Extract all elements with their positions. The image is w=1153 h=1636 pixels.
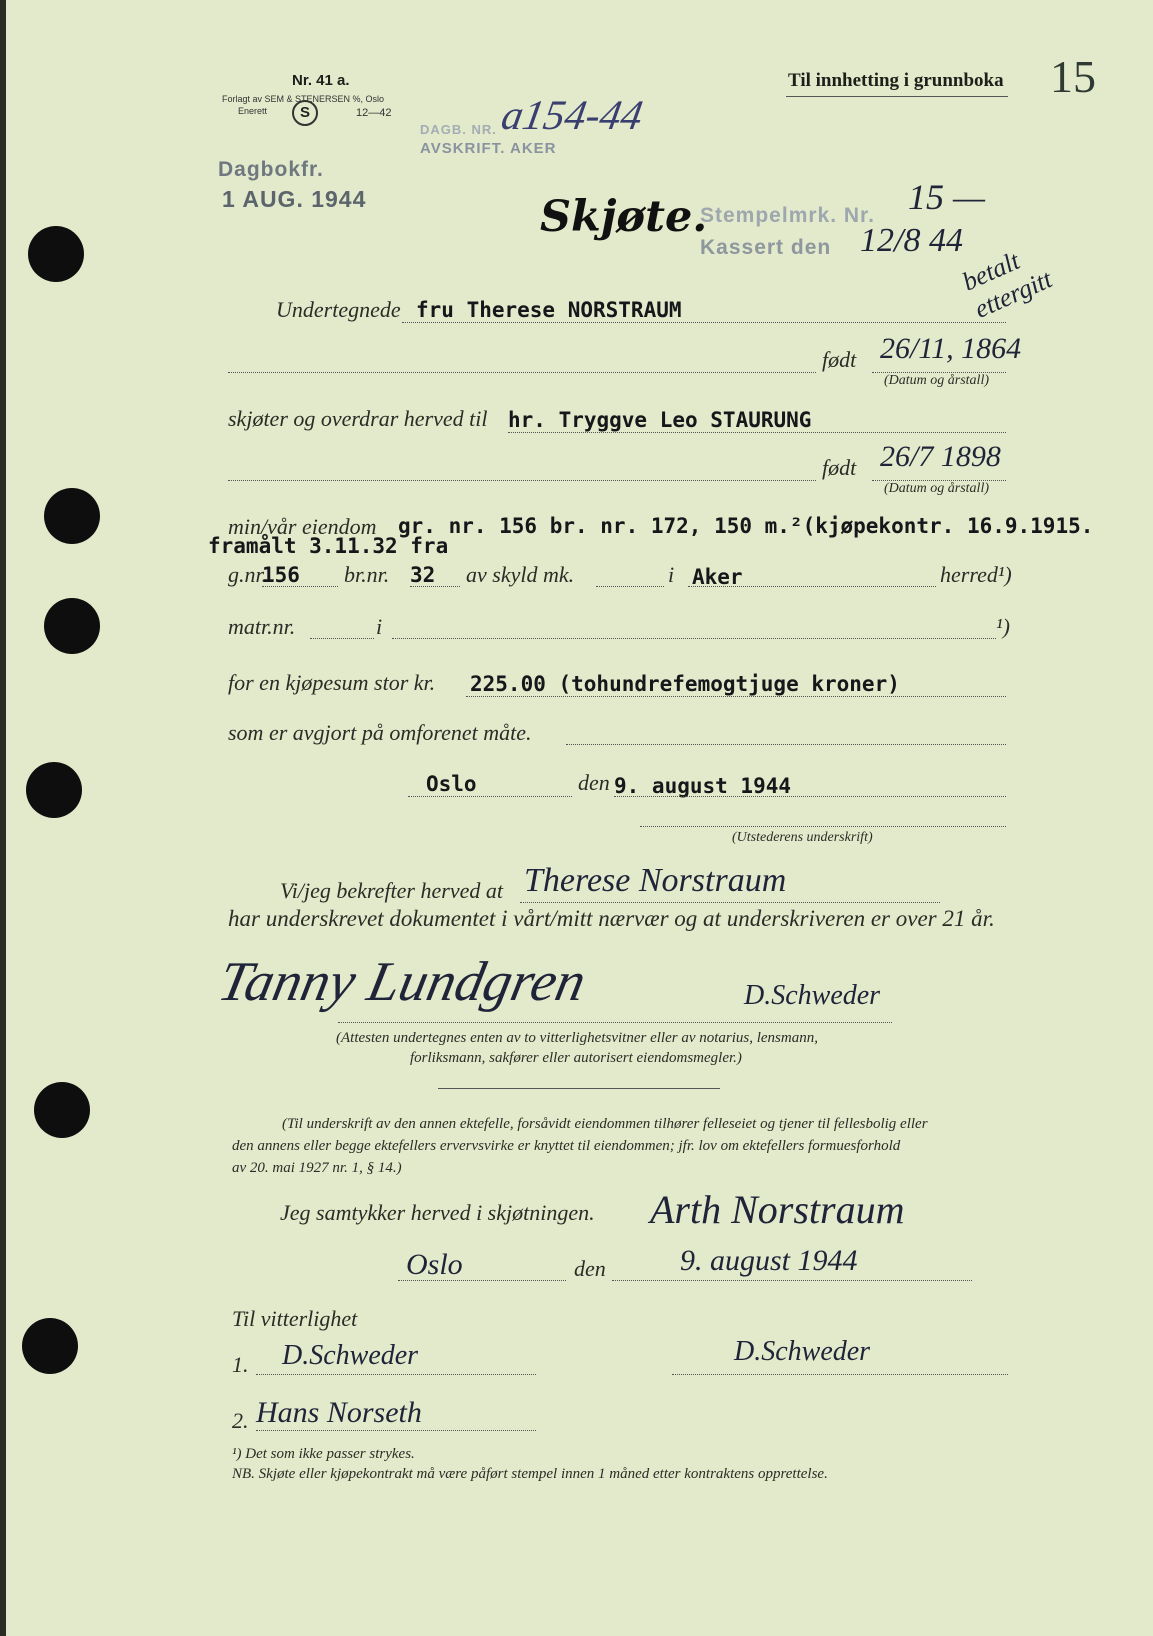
spouse-place-line [398,1280,566,1281]
place-line [408,796,572,797]
publisher-enerett: Enerett [238,106,268,116]
stempel-number-handwritten: 15 — [908,177,986,217]
buyer-born-value: 26/7 1898 [880,440,1001,473]
matr-label: matr.nr. [228,614,296,639]
document-title: Skjøte. [540,192,708,242]
buyer-born-hint: (Datum og årstall) [884,481,989,496]
avskrift-stamp: AVSKRIFT. AKER [420,140,557,157]
dagbok-date-stamp: 1 AUG. 1944 [222,186,367,212]
buyer-name: hr. Tryggve Leo STAURUNG [508,408,812,432]
municipality-value: Aker [692,565,743,589]
herred-label: herred¹) [940,562,1012,587]
issuer-caption: (Utstederens underskrift) [732,830,873,845]
dagbok-nr-stamp: DAGB. NR. [420,122,497,137]
price-settled-line [566,744,1006,745]
kassert-label-stamp: Kassert den [700,236,832,259]
vitterlighet-signature-1-right: D.Schweder [734,1336,871,1367]
vitterlighet-line-1-right [672,1374,1008,1375]
price-line [466,696,1006,697]
spouse-den: den [574,1256,606,1281]
gnr-label: g.nr. [228,562,268,587]
seller-label: Undertegnede [276,297,401,322]
footnote-1: ¹) Det som ikke passer strykes. [232,1446,415,1462]
spouse-signature: Arth Norstraum [650,1187,905,1232]
municipality-line [688,586,936,587]
witness-number-2: 2. [232,1408,249,1433]
witness-signature-1: Tanny Lundgren [213,951,592,1013]
confirm-line2: har underskrevet dokumentet i vårt/mitt nærvær og at underskriveren er over 21 år. [228,906,995,931]
vitterlighet-line-1 [256,1374,536,1375]
matr-line [310,638,374,639]
vitterlighet-label: Til vitterlighet [232,1306,358,1331]
spouse-consent: Jeg samtykker herved i skjøtningen. [280,1200,595,1225]
matr-line-2 [392,638,996,639]
binder-hole [44,598,100,654]
spouse-note-1: (Til underskrift av den annen ektefelle, forsåvidt eiendommen tilhører felleseiet og tjener til fellesbolig eller [282,1116,928,1132]
property-line2: framålt 3.11.32 fra [208,534,449,558]
spouse-date-line [612,1280,972,1281]
municipality-i: i [668,562,675,587]
form-number: Nr. 41 a. [292,72,350,89]
buyer-line [508,432,1006,433]
brnr-label: br.nr. [344,562,390,587]
scan-edge [0,0,6,1636]
witness-number-1: 1. [232,1352,249,1377]
gnr-line [262,586,338,587]
footnote-2: NB. Skjøte eller kjøpekontrakt må være påført stempel innen 1 måned etter kontraktens opprettelse. [232,1466,828,1482]
page-number: 15 [1050,51,1096,102]
skyld-label: av skyld mk. [466,562,575,587]
stamp-note-handwritten: betalt ettergitt [958,245,1057,324]
matr-note: ¹) [996,614,1010,639]
spouse-note-2: den annens eller begge ektefellers ervervsvirke er knyttet til eiendommen; jfr. lov om ektefellers formuesforhold [232,1138,901,1154]
top-right-title: Til innhetting i grunnboka [788,70,1004,91]
binder-hole [22,1318,78,1374]
binder-hole [28,226,84,282]
binder-hole [44,488,100,544]
price-settled: som er avgjort på omforenet måte. [228,720,532,745]
vitterlighet-line-2 [256,1430,536,1431]
vitterlighet-signature-1: D.Schweder [282,1340,419,1371]
confirm-line [520,902,940,903]
matr-i: i [376,614,383,639]
skyld-line [596,586,664,587]
confirm-signature: Therese Norstraum [524,862,787,899]
date-line [614,796,1006,797]
publisher-date: 12—42 [356,107,392,119]
seller-born-value: 26/11, 1864 [880,332,1022,365]
seller-born-label: født [822,347,857,372]
date-den: den [578,770,610,795]
place: Oslo [426,772,477,796]
buyer-born-label: født [822,455,857,480]
seller-line-2 [228,372,816,373]
section-divider [438,1088,720,1089]
kassert-date-handwritten: 12/8 44 [860,222,963,259]
witness-sign-line [338,1022,892,1023]
witness-caption-2: forliksmann, sakfører eller autorisert eiendomsmegler.) [410,1050,742,1066]
binder-hole [34,1082,90,1138]
stempel-label-stamp: Stempelmrk. Nr. [700,204,875,227]
brnr-line [410,586,460,587]
gnr-value: 156 [262,563,300,587]
buyer-label: skjøter og overdrar herved til [228,406,488,431]
price-value: 225.00 (tohundrefemogtjuge kroner) [470,672,900,696]
confirm-prefix: Vi/jeg bekrefter herved at [280,878,503,903]
seller-line [402,322,1006,323]
spouse-place: Oslo [406,1248,463,1281]
seller-born-hint: (Datum og årstall) [884,373,989,388]
price-label: for en kjøpesum stor kr. [228,670,436,695]
vitterlighet-signature-2: Hans Norseth [256,1396,422,1429]
title-underline [786,96,1008,97]
binder-hole [26,762,82,818]
seller-name: fru Therese NORSTRAUM [416,298,682,322]
buyer-line-2 [228,480,816,481]
spouse-note-3: av 20. mai 1927 nr. 1, § 14.) [232,1160,402,1176]
issuer-sign-line [640,826,1006,827]
property-label: min/vår eiendom [228,514,377,539]
witness-signature-2: D.Schweder [744,980,881,1011]
witness-caption-1: (Attesten undertegnes enten av to vitterlighetsvitner eller av notarius, lensmann, [336,1030,818,1046]
brnr-value: 32 [410,563,436,587]
publisher-line: Forlagt av SEM & STENERSEN %, Oslo [222,94,385,104]
property-line1: gr. nr. 156 br. nr. 172, 150 m.²(kjøpekontr. 16.9.1915. [398,514,1094,538]
date: 9. august 1944 [614,774,792,798]
spouse-date: 9. august 1944 [680,1244,858,1277]
dagbok-label-stamp: Dagbokfr. [218,158,324,181]
case-number-handwritten: a154-44 [497,93,647,139]
publisher-logo: S [292,100,318,126]
